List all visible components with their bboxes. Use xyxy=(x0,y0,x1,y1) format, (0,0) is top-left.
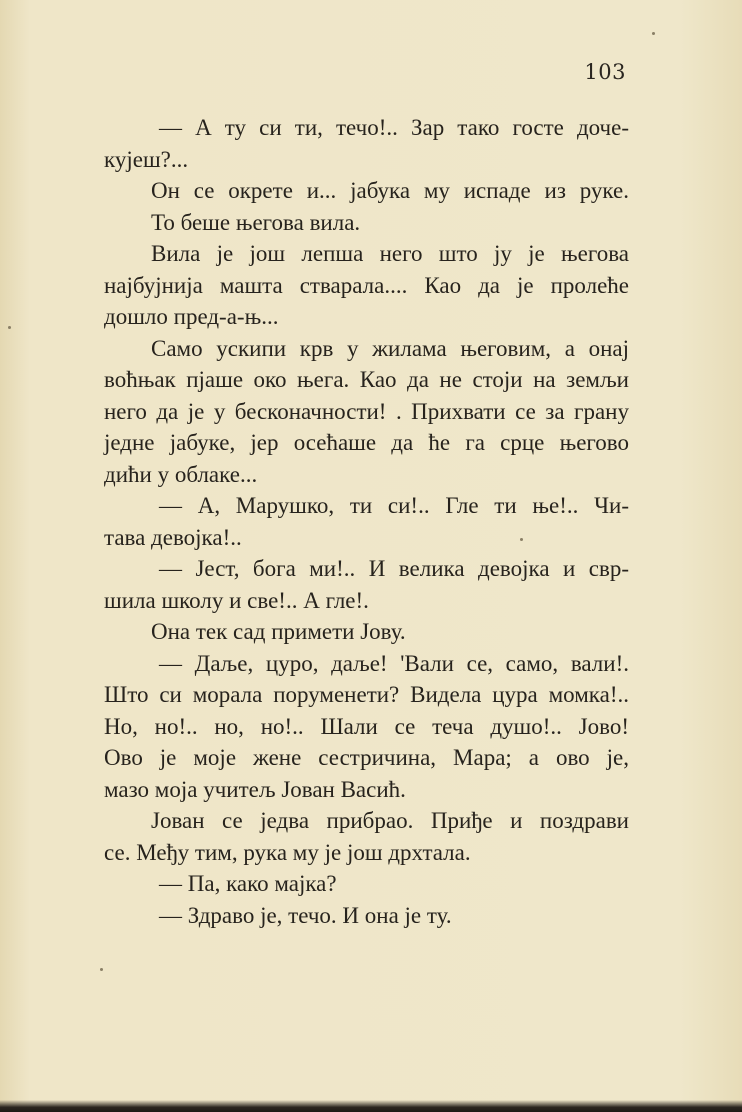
text-line: — Даље, цуро, даље! 'Вали се, само, вали!. xyxy=(159,650,629,676)
text-line: Вила је још лепша него што ју је његова xyxy=(151,241,629,266)
paper-speck xyxy=(520,538,523,541)
text-line: Само ускипи крв у жилама његовим, а онај xyxy=(151,335,629,361)
text-line: — Здраво је, течо. И она је ту. xyxy=(159,902,452,928)
text-line: Он се окрете и... јабука му испаде из руке. xyxy=(151,178,629,203)
page-bottom-shadow xyxy=(0,1100,742,1112)
text-line: шила школу и све!.. А гле!. xyxy=(104,587,369,613)
text-line: дићи у облаке... xyxy=(104,461,258,487)
text-line: То беше његова вила. xyxy=(151,209,361,235)
text-line: — А, Марушко, ти си!.. Гле ти ње!.. Чи- xyxy=(159,493,629,518)
text-line: воћњак пјаше око њега. Као да не стоји на земљи xyxy=(104,367,629,392)
text-line: Јован се једва прибрао. Приђе и поздрави xyxy=(151,808,629,833)
text-line: Она тек сад примети Јову. xyxy=(151,619,406,644)
paper-speck xyxy=(8,326,11,329)
text-line: једне јабуке, јер осећаше да ће га срце његово xyxy=(104,430,629,455)
text-line: тава девојка!.. xyxy=(104,524,242,550)
text-line: дошло пред-а-њ... xyxy=(104,304,279,329)
text-line: кујеш?... xyxy=(104,146,189,172)
text-line: Ово је моје жене сестричина, Мара; а ово је, xyxy=(104,745,629,770)
text-line: — Па, како мајка? xyxy=(159,871,337,896)
text-line: најбујнија машта стварала.... Као да је пролеће xyxy=(104,272,629,298)
text-line: — Јест, бога ми!.. И велика девојка и свр- xyxy=(159,556,629,581)
text-line: се. Међу тим, рука му је још дрхтала. xyxy=(104,839,471,865)
body-text xyxy=(104,112,629,931)
paper-speck xyxy=(100,968,103,971)
text-line: Но, но!.. но, но!.. Шали се теча душо!.. Јово! xyxy=(104,713,629,739)
text-line: мазо моја учитељ Јован Васић. xyxy=(104,776,406,802)
text-line: него да је у бесконачности! . Прихвати се за грану xyxy=(104,398,629,424)
text-line: Што си морала поруменети? Видела цура момка!.. xyxy=(104,682,629,707)
paper-speck xyxy=(652,32,655,35)
text-line: — А ту си ти, течо!.. Зар тако госте доче- xyxy=(159,115,629,140)
page-number: 103 xyxy=(584,60,626,84)
